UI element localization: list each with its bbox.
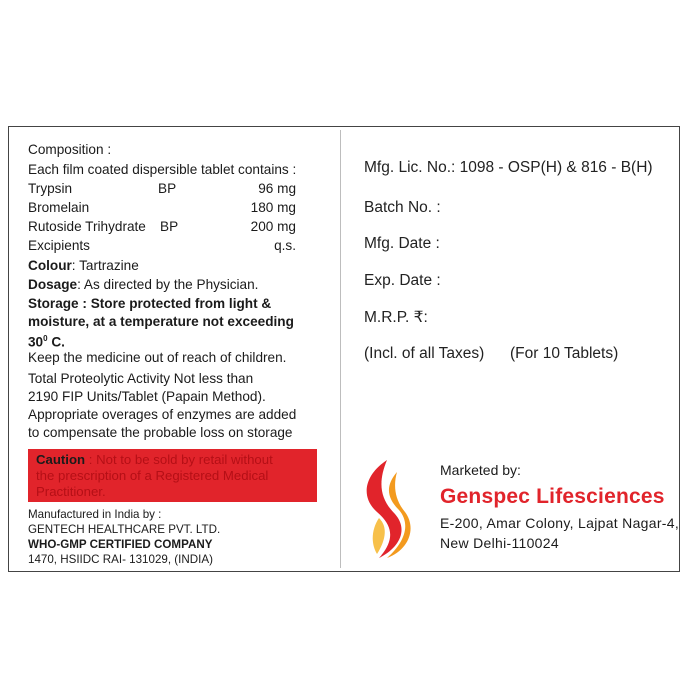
mrp-field: M.R.P. ₹: [364,309,428,326]
marketer-address-line-2: New Delhi-110024 [440,535,559,551]
ingredient-quantity: 180 mg [250,200,296,215]
ingredient-name: Excipients [28,238,90,253]
ingredient-quantity: 200 mg [250,219,296,234]
batch-number-field: Batch No. : [364,199,441,216]
marketed-by-label: Marketed by: [440,462,521,478]
keep-away-warning: Keep the medicine out of reach of children. [28,350,287,365]
caution-text: : Not to be sold by retail without [85,452,273,467]
tax-note: (Incl. of all Taxes) [364,345,485,362]
ingredient-name: Trypsin [28,181,73,196]
composition-intro: Each film coated dispersible tablet contains : [28,162,297,177]
exp-date-field: Exp. Date : [364,272,441,289]
dosage-line [28,276,258,293]
ingredient-name: Bromelain [28,200,90,215]
manufacturer-name: GENTECH HEALTHCARE PVT. LTD. [28,523,221,536]
flame-s-logo-icon [357,458,415,562]
caution-line-3: Practitioner. [36,484,106,499]
mfg-licence-number: Mfg. Lic. No.: 1098 - OSP(H) & 816 - B(H) [364,159,653,176]
manufacturer-address: 1470, HSIIDC RAI- 131029, (INDIA) [28,553,213,566]
caution-box [28,449,317,502]
storage-temperature: 30 [28,334,44,350]
colour-value: : Tartrazine [71,258,139,273]
manufacturer-intro: Manufactured in India by : [28,508,162,521]
storage-line-1: Storage : Store protected from light & [28,296,272,311]
mfg-date-field: Mfg. Date : [364,235,440,252]
storage-line-2: moisture, at a temperature not exceeding [28,314,294,329]
caution-label: Caution [36,452,86,467]
column-divider [340,130,341,568]
pack-size: (For 10 Tablets) [510,345,619,362]
activity-line: to compensate the probable loss on storage [28,425,293,440]
activity-line: Total Proteolytic Activity Not less than [28,371,254,386]
colour-label: Colour [28,258,72,273]
activity-line: Appropriate overages of enzymes are added [28,407,297,422]
flame-highlight [373,518,385,554]
storage-unit: C. [47,334,65,350]
composition-heading: Composition : [28,142,112,157]
ingredient-name: Rutoside Trihydrate [28,219,146,234]
ingredient-standard: BP [160,219,179,234]
degree-mark: 0 [43,334,48,343]
caution-line-2: the prescription of a Registered Medical [36,468,269,483]
manufacturer-certification: WHO-GMP CERTIFIED COMPANY [28,538,213,551]
marketer-brand-name: Genspec Lifesciences [440,485,665,508]
ingredient-quantity: q.s. [274,238,296,253]
marketer-address-line-1: E-200, Amar Colony, Lajpat Nagar-4, [440,515,680,531]
ingredient-standard: BP [158,181,177,196]
storage-line-3 [28,330,65,351]
colour-line [28,257,139,274]
dosage-label: Dosage [28,277,78,292]
caution-line-1 [36,452,309,468]
dosage-value: : As directed by the Physician. [77,277,259,292]
ingredient-quantity: 96 mg [258,181,296,196]
activity-line: 2190 FIP Units/Tablet (Papain Method). [28,389,266,404]
